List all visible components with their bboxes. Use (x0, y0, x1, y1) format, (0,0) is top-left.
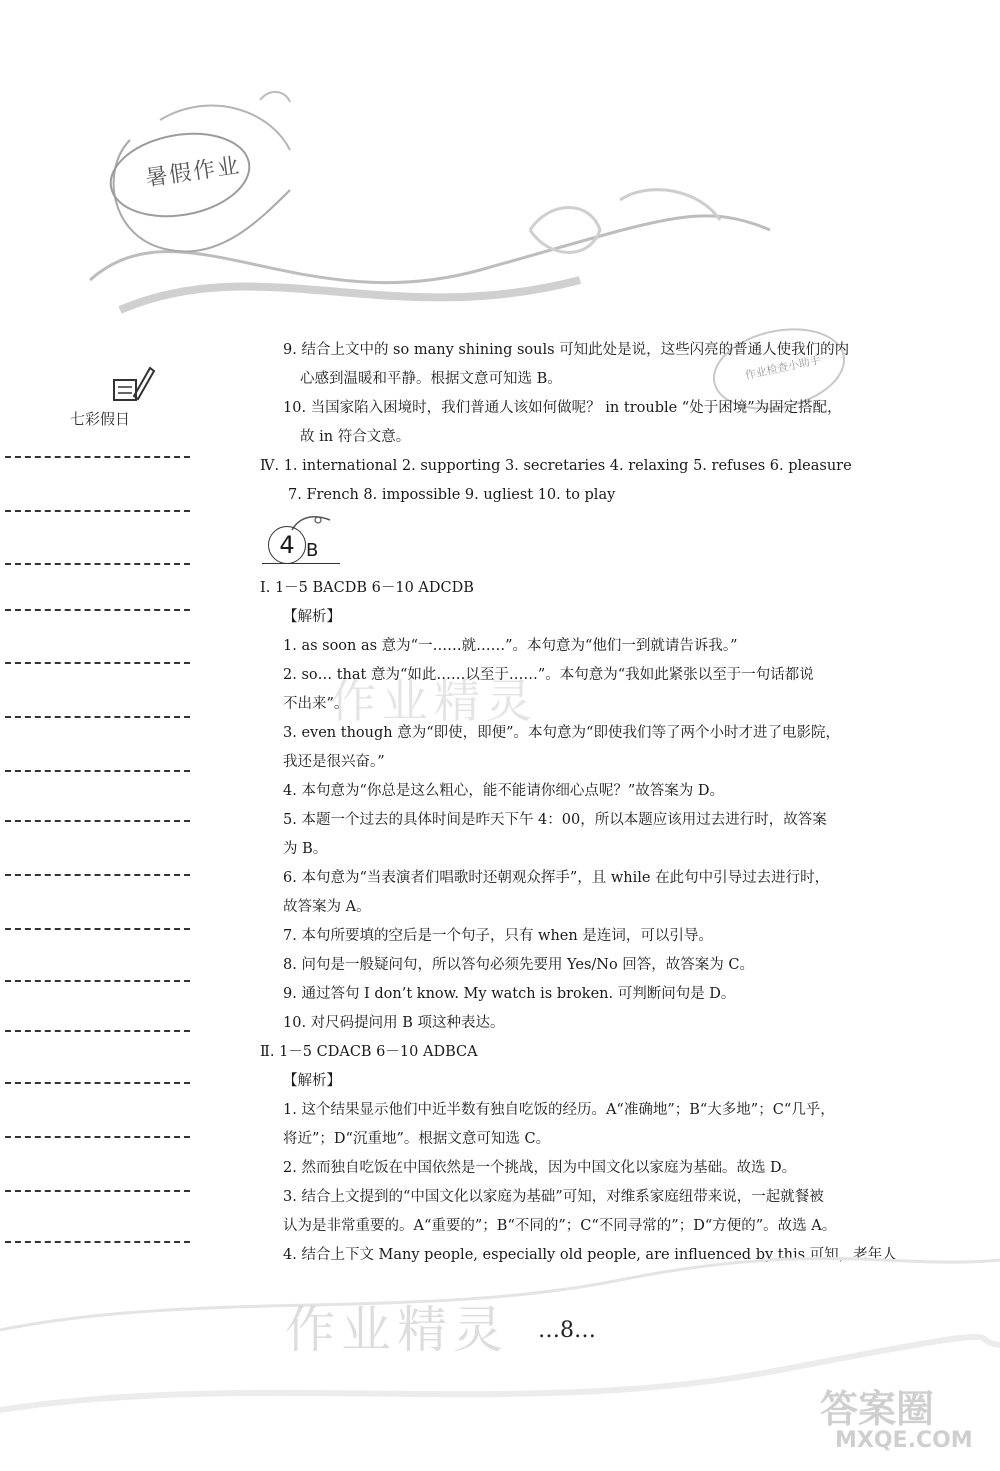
text-line: 【解析】 (283, 609, 341, 625)
text-line: 心感到温暖和平静。根据文意可知选 B。 (300, 371, 562, 387)
text-line: 故 in 符合文意。 (300, 429, 411, 445)
text-line: Ⅳ. 1. international 2. supporting 3. secretaries 4. relaxing 5. refuses 6. pleasure (260, 458, 852, 474)
note-line (5, 609, 190, 611)
text-line: 9. 结合上文中的 so many shining souls 可知此处是说，这些闪亮的普通人使我们的内 (283, 342, 850, 358)
answer-content (260, 336, 900, 1270)
note-line (5, 820, 190, 822)
text-line: Ⅰ. 1－5 BACDB 6－10 ADCDB (260, 580, 474, 596)
corner-watermark: 答案圈 (820, 1387, 935, 1431)
note-line (5, 1082, 190, 1084)
text-line: 不出来”。 (283, 696, 349, 712)
note-line (5, 1241, 190, 1243)
text-line: 6. 本句意为“当表演者们唱歌时还朝观众挥手”，且 while 在此句中引导过去进行时， (283, 870, 830, 886)
text-line: 【解析】 (283, 1073, 341, 1089)
text-line: 为 B。 (283, 841, 328, 857)
watermark: 作业精灵 (285, 1301, 509, 1359)
note-line (5, 980, 190, 982)
text-line: 7. French 8. impossible 9. ugliest 10. to play (288, 487, 616, 503)
sidebar-label: 七彩假日 (70, 410, 131, 428)
text-line: 认为是非常重要的。A“重要的”；B“不同的”；C“不同寻常的”；D“方便的”。故选 A。 (283, 1218, 837, 1234)
stamp-text: 作业检查小助手 (743, 353, 822, 383)
note-line (5, 510, 190, 512)
note-line (5, 1136, 190, 1138)
text-line: 9. 通过答句 I don’t know. My watch is broken. 可判断问句是 D。 (283, 986, 736, 1002)
note-line (5, 563, 190, 565)
note-line (5, 770, 190, 772)
section-header (260, 510, 900, 574)
pencil-icon (110, 362, 156, 406)
text-line: Ⅱ. 1－5 CDACB 6－10 ADBCA (260, 1044, 478, 1060)
note-line (5, 662, 190, 664)
text-line: 4. 结合上下文 Many people, especially old people, are influenced by this 可知，老年人 (283, 1247, 897, 1263)
text-line: 10. 对尺码提问用 B 项这种表达。 (283, 1015, 505, 1031)
note-line (5, 1190, 190, 1192)
text-line: 2. so… that 意为“如此……以至于……”。本句意为“我如此紧张以至于一句话都说 (283, 667, 814, 683)
corner-watermark-url: MXQE.COM (835, 1428, 973, 1453)
text-line: 4. 本句意为“你总是这么粗心，能不能请你细心点呢？”故答案为 D。 (283, 783, 725, 799)
text-line: 1. 这个结果显示他们中近半数有独自吃饭的经历。A“准确地”；B“大多地”；C“几乎， (283, 1102, 835, 1118)
text-line: 2. 然而独自吃饭在中国依然是一个挑战，因为中国文化以家庭为基础。故选 D。 (283, 1160, 797, 1176)
text-line: 8. 问句是一般疑问句，所以答句必须先要用 Yes/No 回答，故答案为 C。 (283, 957, 754, 973)
text-line: 3. 结合上文提到的“中国文化以家庭为基础”可知，对维系家庭纽带来说，一起就餐被 (283, 1189, 824, 1205)
note-line (5, 928, 190, 930)
note-line (5, 1030, 190, 1032)
text-line: 我还是很兴奋。” (283, 754, 385, 770)
note-line (5, 874, 190, 876)
page-number: …8… (538, 1318, 596, 1343)
banner-decoration (60, 80, 780, 330)
text-line: 将近”；D“沉重地”。根据文意可知选 C。 (283, 1131, 551, 1147)
text-line: 故答案为 A。 (283, 899, 371, 915)
text-line: 7. 本句所要填的空后是一个句子，只有 when 是连词，可以引导。 (283, 928, 713, 944)
text-line: 10. 当国家陷入困境时，我们普通人该如何做呢？ in trouble “处于困境”为固定搭配， (283, 400, 842, 416)
text-line: 3. even though 意为“即使，即便”。本句意为“即使我们等了两个小时才进了电影院， (283, 725, 840, 741)
note-line (5, 716, 190, 718)
text-line: 1. as soon as 意为“一……就……”。本句意为“他们一到就请告诉我。” (283, 638, 738, 654)
text-line: 5. 本题一个过去的具体时间是昨天下午 4：00，所以本题应该用过去进行时，故答案 (283, 812, 827, 828)
section-number: 4 (268, 526, 306, 564)
page-title: 暑假作业 (144, 153, 243, 192)
section-subtitle: B (306, 540, 319, 561)
note-line (5, 456, 190, 458)
section-rule (262, 563, 340, 564)
watermark: 作业精灵 (330, 674, 538, 728)
